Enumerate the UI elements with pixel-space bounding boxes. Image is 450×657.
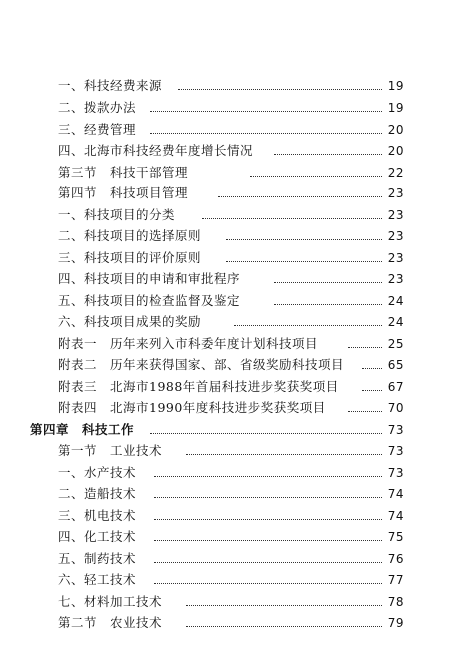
toc-page-number: 20 xyxy=(387,123,404,137)
toc-entry-label: 二、造船技术 xyxy=(58,483,138,505)
toc-entry xyxy=(0,268,450,290)
toc-entry xyxy=(0,225,450,247)
dot-leader xyxy=(226,261,382,262)
toc-page-number: 73 xyxy=(387,444,404,458)
dot-leader xyxy=(150,433,382,434)
toc-entry-label: 五、制药技术 xyxy=(58,548,138,570)
toc-page-number: 25 xyxy=(387,337,404,351)
toc-entry xyxy=(0,354,450,376)
toc-entry xyxy=(0,333,450,355)
dot-leader xyxy=(154,519,382,520)
toc-page-number: 23 xyxy=(387,186,404,200)
toc-chapter-entry xyxy=(0,419,450,441)
toc-page-number: 23 xyxy=(387,208,404,222)
toc-page-number: 77 xyxy=(387,573,404,587)
toc-page-number: 67 xyxy=(387,380,404,394)
toc-entry-label: 一、科技项目的分类 xyxy=(58,204,177,226)
toc-page-number: 73 xyxy=(387,423,404,437)
toc-page-number: 24 xyxy=(387,294,404,308)
toc-page-number: 73 xyxy=(387,466,404,480)
toc-entry xyxy=(0,204,450,226)
toc-entry-label: 六、轻工技术 xyxy=(58,569,138,591)
dot-leader xyxy=(226,239,382,240)
toc-page-number: 24 xyxy=(387,315,404,329)
toc-entry-label: 一、科技经费来源 xyxy=(58,75,164,97)
toc-entry-label: 第三节 科技干部管理 xyxy=(58,162,190,184)
toc-page-number: 23 xyxy=(387,251,404,265)
dot-leader xyxy=(234,325,382,326)
dot-leader xyxy=(348,411,382,412)
dot-leader xyxy=(154,540,382,541)
dot-leader xyxy=(362,368,382,369)
toc-page-number: 74 xyxy=(387,509,404,523)
toc-entry xyxy=(0,612,450,634)
toc-entry-label: 第四节 科技项目管理 xyxy=(58,182,190,204)
toc-entry-label: 第二节 农业技术 xyxy=(58,612,164,634)
dot-leader xyxy=(348,347,382,348)
dot-leader xyxy=(202,218,382,219)
toc-entry-label: 三、机电技术 xyxy=(58,505,138,527)
toc-entry-label: 附表三 北海市1988年首届科技进步奖获奖项目 xyxy=(58,376,341,398)
dot-leader xyxy=(186,605,382,606)
dot-leader xyxy=(186,626,382,627)
dot-leader xyxy=(274,282,382,283)
dot-leader xyxy=(150,133,382,134)
toc-entry-label: 三、经费管理 xyxy=(58,119,138,141)
toc-entry xyxy=(0,440,450,462)
dot-leader xyxy=(274,304,382,305)
toc-entry xyxy=(0,505,450,527)
toc-page-number: 20 xyxy=(387,144,404,158)
toc-entry xyxy=(0,247,450,269)
toc-page-number: 23 xyxy=(387,229,404,243)
toc-entry xyxy=(0,162,450,184)
toc-page-number: 19 xyxy=(387,101,404,115)
toc-entry-label: 五、科技项目的检查监督及鉴定 xyxy=(58,290,242,312)
toc-entry xyxy=(0,591,450,613)
dot-leader xyxy=(154,497,382,498)
dot-leader xyxy=(274,154,382,155)
toc-entry xyxy=(0,140,450,162)
toc-entry-label: 三、科技项目的评价原则 xyxy=(58,247,203,269)
toc-entry xyxy=(0,311,450,333)
toc-entry-label: 第四章 科技工作 xyxy=(30,419,136,441)
toc-entry-label: 二、科技项目的选择原则 xyxy=(58,225,203,247)
toc-entry xyxy=(0,182,450,204)
toc-entry xyxy=(0,462,450,484)
toc-page-number: 78 xyxy=(387,595,404,609)
toc-entry-label: 六、科技项目成果的奖励 xyxy=(58,311,203,333)
dot-leader xyxy=(150,111,382,112)
toc-page-number: 79 xyxy=(387,616,404,630)
toc-page-number: 19 xyxy=(387,79,404,93)
toc-page-number: 76 xyxy=(387,552,404,566)
toc-page-number: 75 xyxy=(387,530,404,544)
dot-leader xyxy=(154,562,382,563)
dot-leader xyxy=(218,196,382,197)
toc-page-number: 22 xyxy=(387,166,404,180)
toc-entry-label: 四、科技项目的申请和审批程序 xyxy=(58,268,242,290)
toc-page-number: 23 xyxy=(387,272,404,286)
toc-entry xyxy=(0,290,450,312)
toc-entry xyxy=(0,376,450,398)
toc-entry-label: 附表一 历年来列入市科委年度计划科技项目 xyxy=(58,333,320,355)
toc-entry xyxy=(0,548,450,570)
toc-entry-label: 四、化工技术 xyxy=(58,526,138,548)
toc-entry-label: 二、拨款办法 xyxy=(58,97,138,119)
toc-entry-label: 四、北海市科技经费年度增长情况 xyxy=(58,140,255,162)
toc-entry xyxy=(0,119,450,141)
dot-leader xyxy=(178,89,382,90)
toc-entry xyxy=(0,483,450,505)
toc-entry xyxy=(0,397,450,419)
toc-entry-label: 附表四 北海市1990年度科技进步奖获奖项目 xyxy=(58,397,328,419)
toc-page-number: 65 xyxy=(387,358,404,372)
toc-entry-label: 一、水产技术 xyxy=(58,462,138,484)
dot-leader xyxy=(154,476,382,477)
toc-entry xyxy=(0,97,450,119)
dot-leader xyxy=(154,583,382,584)
dot-leader xyxy=(250,176,382,177)
dot-leader xyxy=(362,390,382,391)
toc-entry xyxy=(0,526,450,548)
toc-entry-label: 七、材料加工技术 xyxy=(58,591,164,613)
toc-page-number: 70 xyxy=(387,401,404,415)
toc-entry xyxy=(0,569,450,591)
dot-leader xyxy=(186,454,382,455)
toc-entry xyxy=(0,75,450,97)
toc-page-number: 74 xyxy=(387,487,404,501)
toc-entry-label: 第一节 工业技术 xyxy=(58,440,164,462)
toc-entry-label: 附表二 历年来获得国家、部、省级奖励科技项目 xyxy=(58,354,346,376)
